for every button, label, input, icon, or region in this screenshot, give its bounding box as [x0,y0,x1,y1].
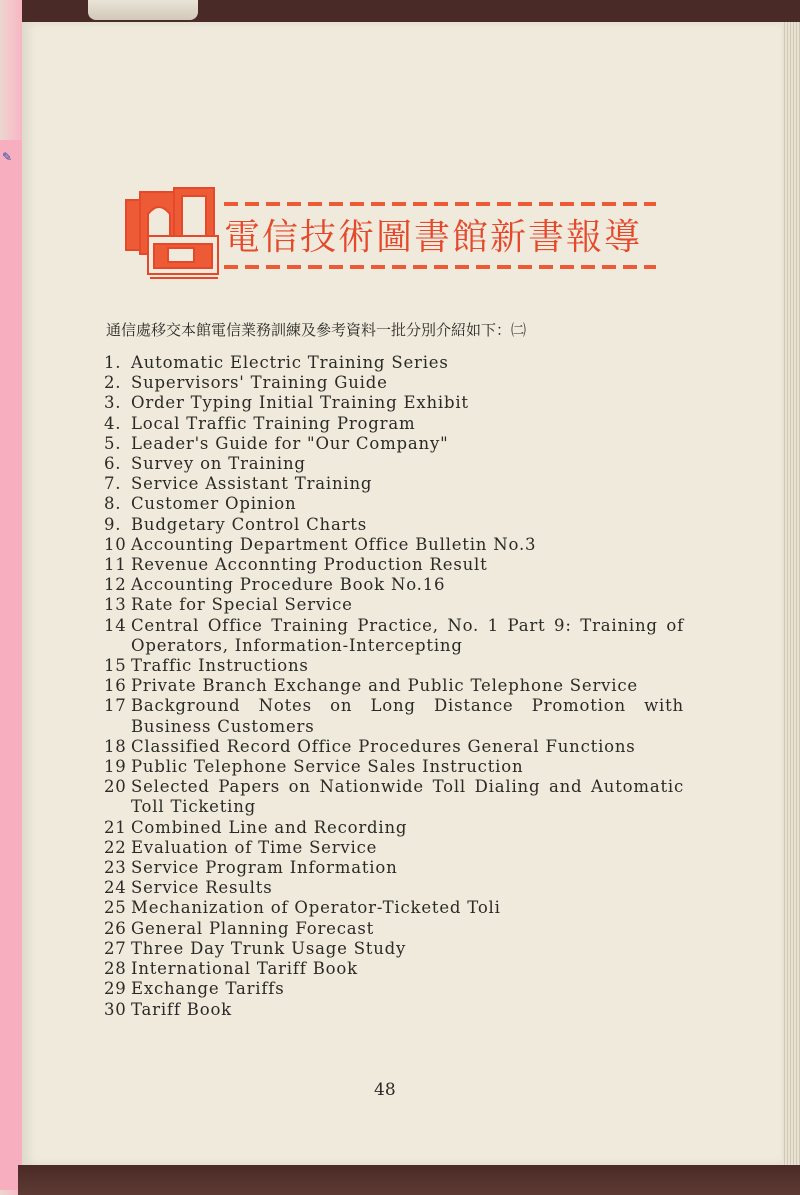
list-item [104,353,684,373]
pink-tab [0,140,22,1190]
item-title: Order Typing Initial Training Exhibit [131,393,469,413]
publication-list [104,353,684,1020]
item-title: Classified Record Office Procedures General Functions [131,736,636,756]
item-title: Automatic Electric Training Series [131,353,449,372]
item-number: 1. [104,353,122,372]
item-title: Three Day Trunk Usage Study [131,938,407,958]
item-number: 16 [104,676,127,696]
item-number: 5. [104,433,122,453]
item-number: 12 [104,575,127,595]
item-number: 28 [104,959,127,979]
item-number: 17 [104,696,127,716]
item-number: 30 [104,999,127,1019]
item-number: 6. [104,454,122,474]
list-item [104,434,684,454]
item-number: 4. [104,413,122,433]
item-number: 19 [104,757,127,777]
item-title: Traffic Instructions [131,656,309,676]
list-item [104,919,684,939]
list-item [104,858,684,878]
list-item [104,575,684,595]
list-item [104,373,684,393]
item-title: Combined Line and Recording [131,817,408,837]
header-banner [120,178,660,288]
list-item [104,616,684,656]
list-item [104,898,684,918]
item-title: Central Office Training Practice, No. 1 Part 9: Training of Operators, Information-Intercepting [131,615,684,655]
item-title: Survey on Training [131,454,306,474]
item-number: 22 [104,837,127,857]
item-title: Public Telephone Service Sales Instruction [131,757,524,777]
item-title: Customer Opinion [131,494,297,514]
item-number: 10 [104,534,127,554]
list-item [104,454,684,474]
item-number: 23 [104,858,127,878]
item-title: Mechanization of Operator-Ticketed Toli [131,898,501,918]
list-item [104,393,684,413]
item-title: Service Program Information [131,858,398,878]
item-title: Budgetary Control Charts [131,514,367,534]
list-item [104,595,684,615]
item-number: 3. [104,393,122,413]
page-edge [782,22,800,1165]
item-title: International Tariff Book [131,959,358,979]
item-number: 25 [104,898,127,918]
list-item [104,494,684,514]
item-title: Local Traffic Training Program [131,413,416,433]
item-number: 26 [104,918,127,938]
item-number: 27 [104,938,127,958]
item-number: 20 [104,777,127,797]
item-title: Revenue Acconnting Production Result [131,555,488,575]
item-title: Rate for Special Service [131,595,353,615]
item-number: 24 [104,878,127,898]
list-item [104,515,684,535]
list-item [104,555,684,575]
item-title: Service Assistant Training [131,474,373,494]
item-title: General Planning Forecast [131,918,375,938]
list-item [104,696,684,736]
item-number: 11 [104,555,127,575]
list-item [104,959,684,979]
item-number: 2. [104,373,122,393]
banner-title: 電信技術圖書館新書報導 [224,217,643,258]
item-number: 21 [104,817,127,837]
item-title: Leader's Guide for "Our Company" [131,433,449,453]
item-title: Supervisors' Training Guide [131,373,388,393]
item-number: 18 [104,736,127,756]
list-item [104,1000,684,1020]
item-number: 7. [104,474,122,494]
list-item [104,777,684,817]
item-number: 29 [104,979,127,999]
item-number: 15 [104,656,127,676]
item-title: Accounting Department Office Bulletin No.3 [131,534,537,554]
spine-fabric [88,0,198,20]
item-title: Service Results [131,878,273,898]
item-title: Evaluation of Time Service [131,837,378,857]
list-item [104,979,684,999]
list-item [104,656,684,676]
item-title: Selected Papers on Nationwide Toll Dialing and Automatic Toll Ticketing [131,777,684,817]
list-item [104,737,684,757]
item-title: Tariff Book [131,999,232,1019]
list-item [104,676,684,696]
intro-text: 通信處移交本館電信業務訓練及參考資料一批分別介紹如下：㈡ [106,321,527,339]
list-item [104,878,684,898]
dashed-rule-bottom [224,265,656,269]
dashed-rule-top [224,202,656,206]
item-title: Private Branch Exchange and Public Telephone Service [131,676,638,696]
list-item [104,838,684,858]
list-item [104,818,684,838]
item-title: Accounting Procedure Book No.16 [131,575,446,595]
list-item [104,414,684,434]
item-number: 13 [104,595,127,615]
item-number: 14 [104,615,127,635]
item-number: 8. [104,494,122,514]
page-number: 48 [374,1080,396,1100]
item-number: 9. [104,514,122,534]
list-item [104,757,684,777]
book-cover-bottom [18,1165,800,1195]
list-item [104,939,684,959]
list-item [104,535,684,555]
list-item [104,474,684,494]
item-title: Background Notes on Long Distance Promotion with Business Customers [131,696,684,736]
books-icon [120,178,224,288]
item-title: Exchange Tariffs [131,979,285,999]
tab-mark-icon: ✎ [2,150,13,164]
